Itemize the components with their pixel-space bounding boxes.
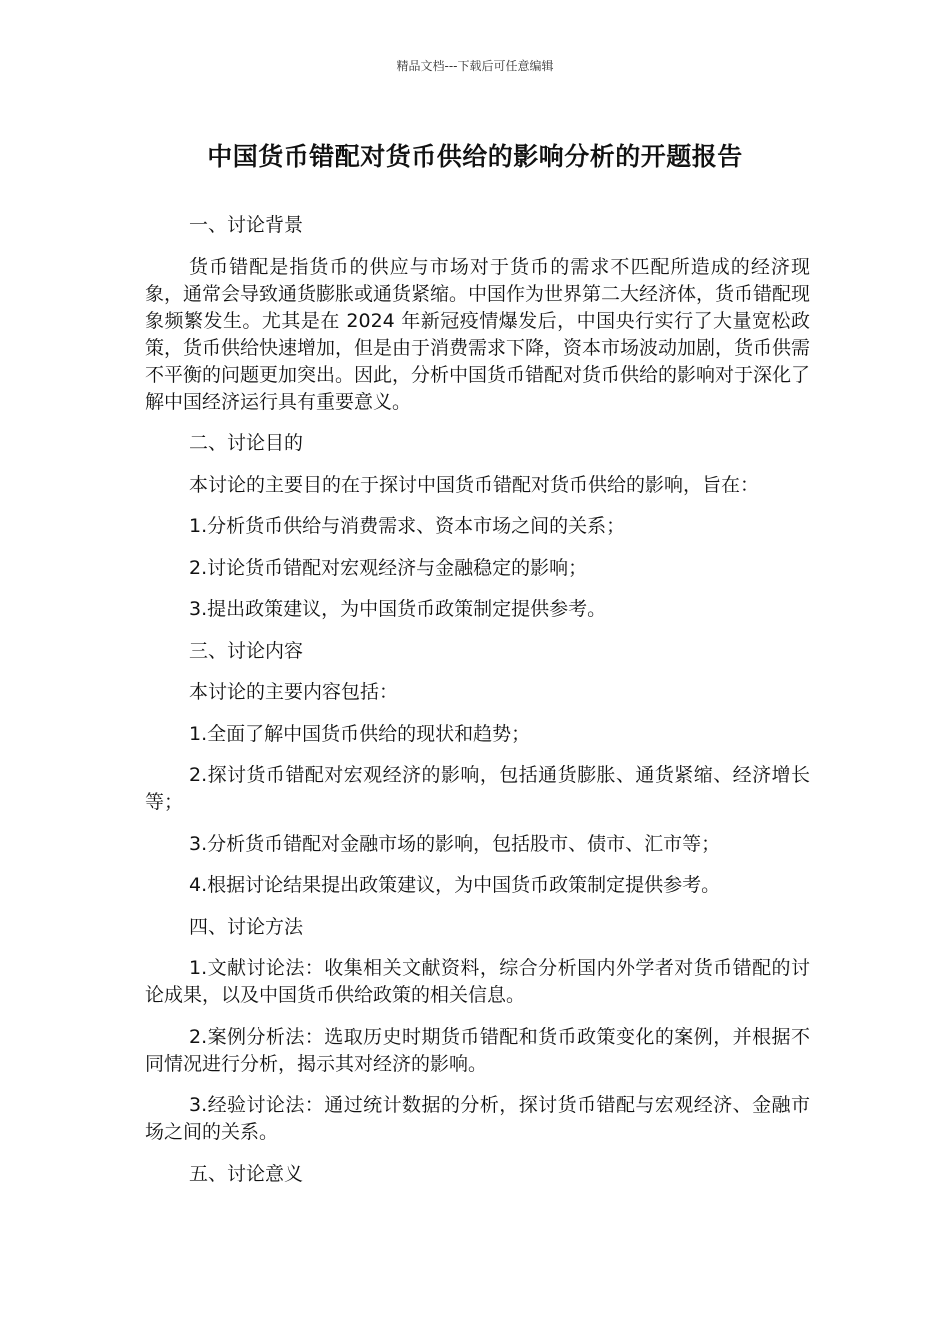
purpose-intro: 本讨论的主要目的在于探讨中国货币错配对货币供给的影响，旨在： <box>189 473 760 496</box>
document-title: 中国货币错配对货币供给的影响分析的开题报告 <box>207 142 743 171</box>
section-heading-content: 三、讨论内容 <box>189 639 304 662</box>
background-paragraph: 货币错配是指货币的供应与市场对于货币的需求不匹配所造成的经济现象，通常会导致通货膨胀或通货紧缩。中国作为世界第二大经济体，货币错配现象频繁发生。尤其是在 2024 年新冠疫情爆发后，中国央行实行了大量宽松政策，货币供给快速增加，但是由于消费需求下降，资本市场波动加剧，货币供需不平衡的问题更加突出。因此，分析中国货币错配对货币供给的影响对于深化了解中国经济运行具有重要意义。 <box>145 255 811 413</box>
content-intro: 本讨论的主要内容包括： <box>189 681 399 703</box>
section-heading-significance: 五、讨论意义 <box>189 1162 304 1185</box>
page-header: 精品文档---下载后可任意编辑 <box>396 59 554 73</box>
methods-item: 1.文献讨论法：收集相关文献资料，综合分析国内外学者对货币错配的讨论成果，以及中国货币供给政策的相关信息。 <box>145 957 810 1006</box>
section-heading-methods: 四、讨论方法 <box>189 915 304 938</box>
purpose-item: 1.分析货币供给与消费需求、资本市场之间的关系； <box>189 515 626 537</box>
methods-item: 3.经验讨论法：通过统计数据的分析，探讨货币错配与宏观经济、金融市场之间的关系。 <box>145 1094 810 1143</box>
content-item: 4.根据讨论结果提出政策建议，为中国货币政策制定提供参考。 <box>189 874 721 896</box>
content-item: 1.全面了解中国货币供给的现状和趋势； <box>189 722 531 745</box>
content-item: 2.探讨货币错配对宏观经济的影响，包括通货膨胀、通货紧缩、经济增长等； <box>145 764 810 813</box>
section-heading-purpose: 二、讨论目的 <box>189 432 304 454</box>
purpose-item: 2.讨论货币错配对宏观经济与金融稳定的影响； <box>189 556 588 579</box>
purpose-item: 3.提出政策建议，为中国货币政策制定提供参考。 <box>189 598 607 620</box>
section-heading-background: 一、讨论背景 <box>189 214 304 236</box>
methods-item: 2.案例分析法：选取历史时期货币错配和货币政策变化的案例，并根据不同情况进行分析，揭示其对经济的影响。 <box>145 1025 810 1075</box>
content-item: 3.分析货币错配对金融市场的影响，包括股市、债市、汇市等； <box>189 832 721 855</box>
document-body <box>145 212 810 1202</box>
